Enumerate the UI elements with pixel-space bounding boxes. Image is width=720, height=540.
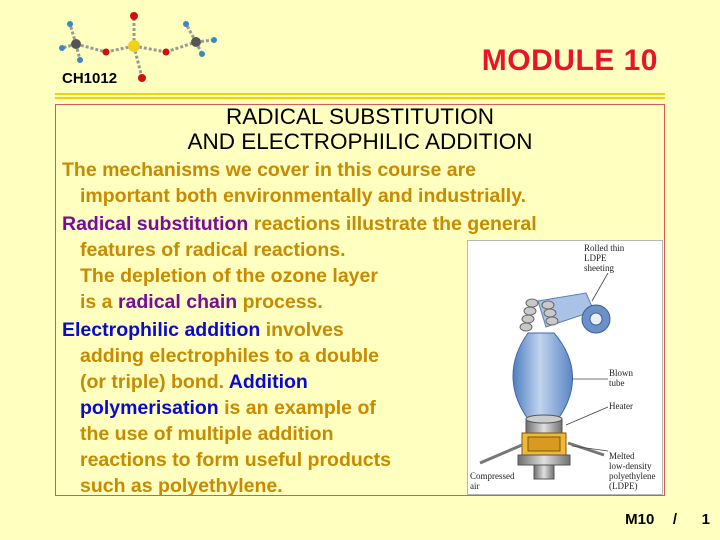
footer-page-number: 1	[701, 511, 710, 528]
slide-title	[55, 104, 665, 154]
header-rule-top	[55, 93, 665, 95]
figure-label-line: sheeting	[584, 263, 614, 273]
footer-module: M10	[625, 511, 655, 528]
keyword-radical-chain: radical chain	[117, 291, 238, 313]
figure-label-heater: Heater	[609, 401, 633, 411]
text-span: process.	[237, 291, 323, 313]
figure-label-line: air	[470, 481, 480, 491]
text-line: adding electrophiles to a double	[80, 345, 380, 367]
text-line	[62, 317, 344, 343]
text-line: reactions to form useful products	[80, 449, 391, 471]
keyword-electrophilic-addition: Electrophilic addition	[62, 319, 261, 341]
figure-label-melted-ldpe	[609, 451, 656, 491]
slide-title-line-1: RADICAL SUBSTITUTION	[226, 104, 494, 129]
figure-label-line: Melted	[609, 451, 635, 461]
text-line	[80, 395, 376, 421]
figure-label-line: tube	[609, 378, 625, 388]
keyword-polymerisation: polymerisation	[80, 397, 219, 419]
keyword-addition: Addition	[228, 371, 308, 393]
course-code: CH1012	[62, 70, 118, 87]
figure-label-compressed-air	[470, 471, 515, 491]
text-line	[80, 369, 308, 395]
text-line: The depletion of the ozone layer	[80, 265, 378, 287]
slide-footer	[625, 511, 710, 528]
module-title: MODULE 10	[481, 44, 658, 77]
header-rule-bottom	[55, 97, 665, 99]
figure-label-rolled-sheeting	[584, 243, 624, 273]
footer-separator: /	[672, 511, 677, 528]
figure-label-line: polyethylene	[609, 471, 656, 481]
keyword-radical-substitution: Radical substitution	[62, 213, 249, 235]
figure-label-line: Compressed	[470, 471, 515, 481]
figure-label-line: Blown	[609, 368, 634, 378]
figure-label-line: Rolled thin	[584, 243, 625, 253]
slide-title-line-2: AND ELECTROPHILIC ADDITION	[187, 129, 533, 154]
text-line	[80, 289, 323, 315]
text-line: such as polyethylene.	[80, 475, 283, 497]
figure-label-line: low-density	[609, 461, 652, 471]
text-span: involves	[260, 319, 344, 341]
text-span: is a	[80, 291, 118, 313]
figure-label-blown-tube	[609, 368, 633, 388]
text-span: reactions illustrate the general	[248, 213, 537, 235]
figure-label-line: (LDPE)	[609, 481, 638, 491]
figure-label-line: LDPE	[584, 253, 607, 263]
ldpe-film-blowing-figure	[467, 240, 663, 495]
text-line	[62, 211, 537, 237]
text-line: important both environmentally and industrially.	[80, 185, 527, 207]
text-span: (or triple) bond.	[80, 371, 229, 393]
text-span: is an example of	[218, 397, 376, 419]
text-line: the use of multiple addition	[80, 423, 334, 445]
text-line: The mechanisms we cover in this course are	[62, 159, 477, 181]
text-line: features of radical reactions.	[80, 239, 346, 261]
